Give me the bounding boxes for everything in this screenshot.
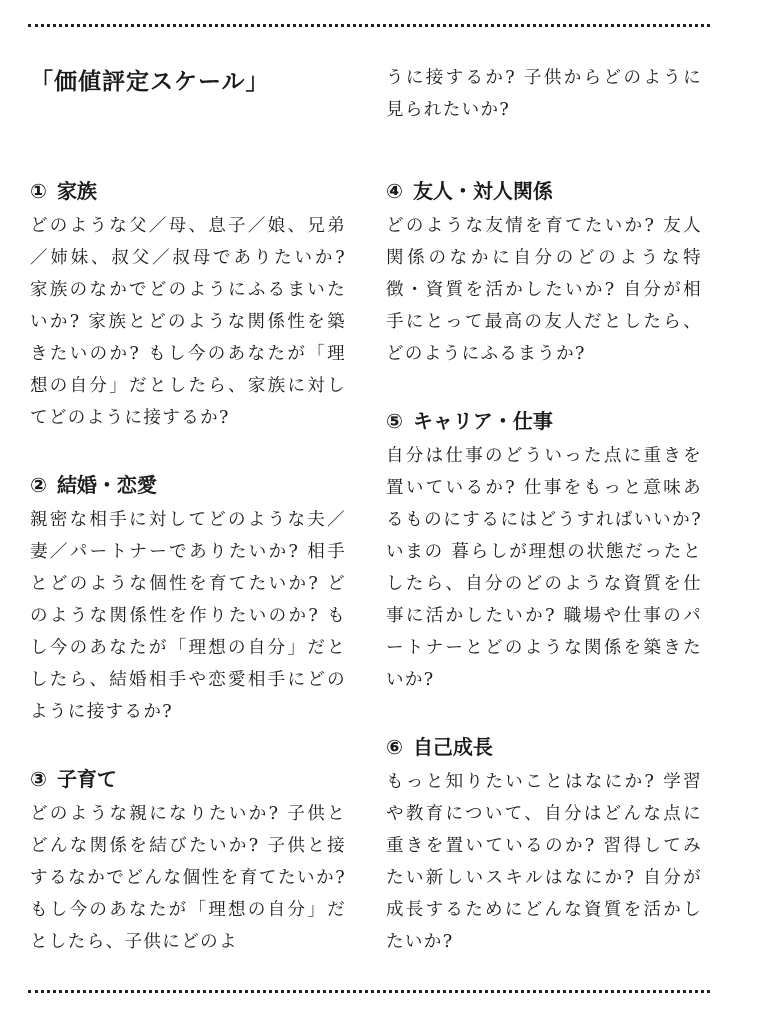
section-number: ② [30,473,47,497]
section-number: ③ [30,767,47,791]
section-heading [386,730,702,764]
section-marriage [30,468,346,728]
top-dotted-rule [28,24,710,27]
section-title: キャリア・仕事 [412,409,553,433]
section-title: 家族 [56,179,97,203]
continued-text: うに接するか? 子供からどのように見られたいか? [386,68,702,120]
section-body: どのような父／母、息子／娘、兄弟／姉妹、叔父／叔母でありたいか? 家族のなかでどのようにふるまいたいか? 家族とどのような関係性を築きたいのか? もし今のあなたが「理想の自分」だとしたら、家族に対してどのように接するか? [30,216,346,428]
right-column [386,62,702,992]
left-column [30,62,346,992]
section-title: 友人・対人関係 [412,179,553,203]
section-title: 自己成長 [412,735,493,759]
section-number: ① [30,179,47,203]
section-friends [386,174,702,370]
section-number: ⑤ [386,409,403,433]
section-title: 結婚・恋愛 [56,473,157,497]
section-heading [30,468,346,502]
section-career [386,404,702,696]
section-heading [386,174,702,208]
section-title: 子育て [56,767,117,791]
section-self-growth [386,730,702,958]
section-heading [30,174,346,208]
bottom-dotted-rule [28,990,710,993]
section-body: 親密な相手に対してどのような夫／妻／パートナーでありたいか? 相手とどのような個性を育てたいか? どのような関係性を作りたいのか? もし今のあなたが「理想の自分」だとしたら、結婚相手や恋愛相手にどのように接するか? [30,510,346,722]
section-heading [386,404,702,438]
section-number: ⑥ [386,735,403,759]
section-body: どのような親になりたいか? 子供とどんな関係を結びたいか? 子供と接するなかでどんな個性を育てたいか? もし今のあなたが「理想の自分」だとしたら、子供にどのよ [30,804,346,952]
page-title: 「価値評定スケール」 [30,69,270,95]
section-parenting [30,762,346,958]
section-heading [30,762,346,796]
section-body: どのような友情を育てたいか? 友人関係のなかに自分のどのような特徴・資質を活かしたいか? 自分が相手にとって最高の友人だとしたら、どのようにふるまうか? [386,216,702,364]
section-family [30,174,346,434]
section-body: 自分は仕事のどういった点に重きを置いているか? 仕事をもっと意味あるものにするにはどうすればいいか? いまの 暮らしが理想の状態だったとしたら、自分のどのような資質を仕事に活かしたいか? 職場や仕事のパートナーとどのような関係を築きたいか? [386,446,702,690]
section-number: ④ [386,179,403,203]
section-body: もっと知りたいことはなにか? 学習や教育について、自分はどんな点に重きを置いているのか? 習得してみたい新しいスキルはなにか? 自分が成長するためにどんな資質を活かしたいか? [386,772,702,952]
